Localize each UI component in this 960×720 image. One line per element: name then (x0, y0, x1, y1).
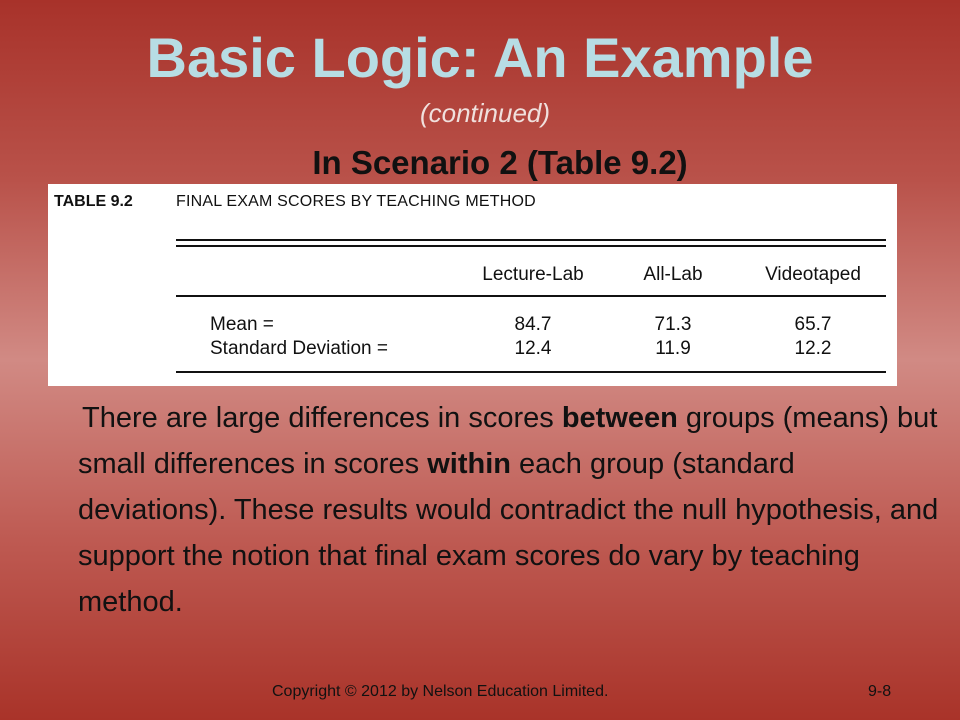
body-bold-word: within (427, 448, 511, 480)
body-paragraph (78, 395, 948, 625)
table-top-rule (176, 239, 886, 241)
table-cell: 71.3 (654, 314, 692, 335)
body-bold-word: between (561, 402, 678, 434)
column-header: Videotaped (765, 264, 861, 285)
scenario-heading: In Scenario 2 (Table 9.2) (312, 144, 688, 181)
table-top-rule-2 (176, 245, 886, 247)
table-cell: 65.7 (794, 314, 832, 335)
footer-copyright: Copyright © 2012 by Nelson Education Limited. (272, 683, 609, 700)
footer-page-number: 9-8 (868, 683, 892, 700)
body-text-part: groups (means) but small differences in scores (78, 402, 938, 480)
column-header: All-Lab (643, 264, 703, 285)
table-cell: 11.9 (655, 338, 691, 359)
body-text-part: There are large differences in scores (82, 402, 562, 434)
table-cell: 12.4 (514, 338, 552, 359)
row-label: Standard Deviation = (210, 338, 388, 359)
row-label: Mean = (210, 314, 274, 335)
table-caption: FINAL EXAM SCORES BY TEACHING METHOD (176, 193, 536, 210)
table-label: TABLE 9.2 (54, 193, 133, 210)
table-header-rule (176, 295, 886, 297)
table-panel (48, 184, 897, 386)
table-cell: 84.7 (514, 314, 552, 335)
body-text-part: each group (standard deviations). These results would contradict the null hypothesis, and support the notion that final exam scores do vary by teaching method. (78, 448, 939, 618)
column-header: Lecture-Lab (482, 264, 584, 285)
table-cell: 12.2 (794, 338, 832, 359)
slide-title: Basic Logic: An Example (146, 26, 814, 89)
slide-subtitle: (continued) (419, 98, 551, 128)
table-bottom-rule (176, 371, 886, 373)
